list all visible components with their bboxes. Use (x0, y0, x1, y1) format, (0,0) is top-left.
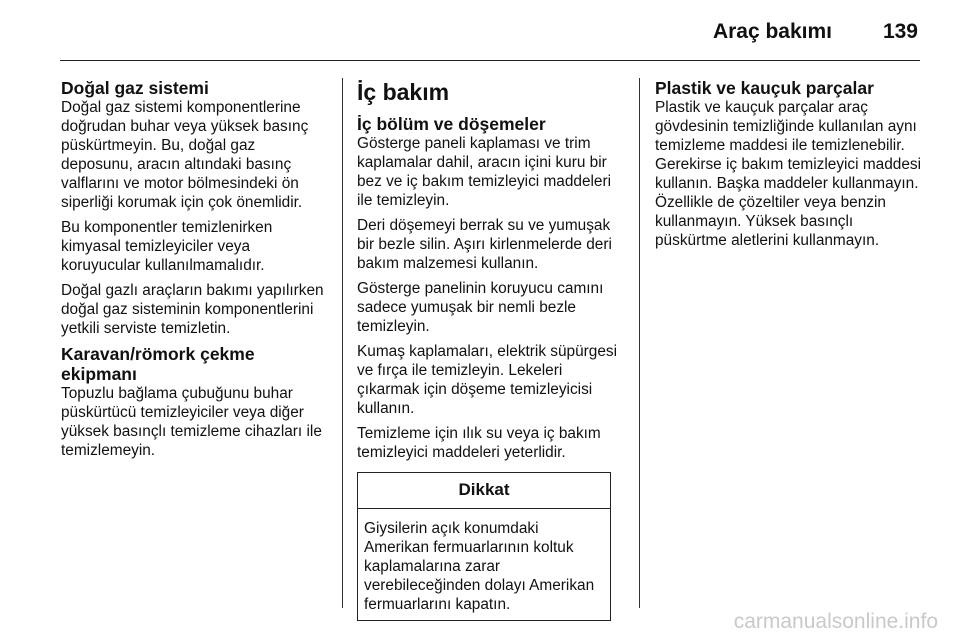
paragraph: Temizleme için ılık su veya iç bakım temizleyici maddeleri yeterlidir. (357, 425, 601, 461)
section-title-towing: Karavan/römork çekme ekipmanı (61, 344, 255, 384)
paragraph: Doğal gazlı araçların bakımı yapılırken doğal gaz sisteminin komponentlerini yetkili serviste temizletin. (61, 282, 324, 337)
page-number: 139 (882, 20, 918, 43)
column-divider-left (342, 78, 343, 608)
paragraph: Gösterge panelinin koruyucu camını sadece yumuşak bir nemli bezle temizleyin. (357, 280, 604, 335)
paragraph: Gösterge paneli kaplaması ve trim kaplamalar dahil, aracın içini kuru bir bez ve iç bakım temizleyici maddeleri ile temizleyin. (357, 135, 612, 209)
caution-title: Dikkat (358, 473, 610, 509)
section-title-natural-gas: Doğal gaz sistemi (61, 78, 209, 98)
chapter-title-interior-care: İç bakım (357, 79, 450, 105)
caution-box (357, 472, 611, 621)
column-middle (357, 80, 625, 621)
column-divider-right (639, 78, 640, 608)
paragraph: Deri döşemeyi berrak su ve yumuşak bir bezle silin. Aşırı kirlenmelerde deri bakım malzemesi kullanın. (357, 217, 612, 272)
paragraph: Bu komponentler temizlenirken kimyasal temizleyiciler veya koruyucular kullanılmamalıdır. (61, 219, 273, 274)
paragraph: Kumaş kaplamaları, elektrik süpürgesi ve fırça ile temizleyin. Lekeleri çıkarmak için döşeme temizleyicisi kullanın. (357, 343, 618, 417)
page-header (60, 14, 920, 61)
column-right (655, 78, 923, 256)
caution-text: Giysilerin açık konumdaki Amerikan fermuarlarının koltuk kaplamalarına zarar verebileceğinden dolayı Amerikan fermuarlarını kapatın. (364, 520, 595, 613)
section-title-interior-upholstery: İç bölüm ve döşemeler (357, 114, 546, 134)
watermark: carmanualsonline.info (733, 610, 938, 633)
paragraph: Plastik ve kauçuk parçalar araç gövdesinin temizliğinde kullanılan aynı temizleme maddesi ile temizlenebilir. Gerekirse iç bakım temizleyici maddesi kullanın. Başka maddeler kullanmayın. Özellikle de çözeltiler veya benzin kullanmayın. Yüksek basınçlı püskürtme aletlerini kullanmayın. (655, 99, 921, 249)
paragraph: Doğal gaz sistemi komponentlerine doğrudan buhar veya yüksek basınç püskürtmeyin. Bu, doğal gaz deposunu, aracın altındaki basınç valflarını ve motor bölmesindeki ön siperliği korumak için çok önemlidir. (61, 99, 309, 211)
paragraph: Topuzlu bağlama çubuğunu buhar püskürtücü temizleyiciler veya diğer yüksek basınçlı temizleme cihazları ile temizlemeyin. (61, 385, 322, 459)
column-left (61, 78, 329, 466)
header-title: Araç bakımı (712, 20, 832, 43)
section-title-plastic-rubber: Plastik ve kauçuk parçalar (655, 78, 874, 98)
